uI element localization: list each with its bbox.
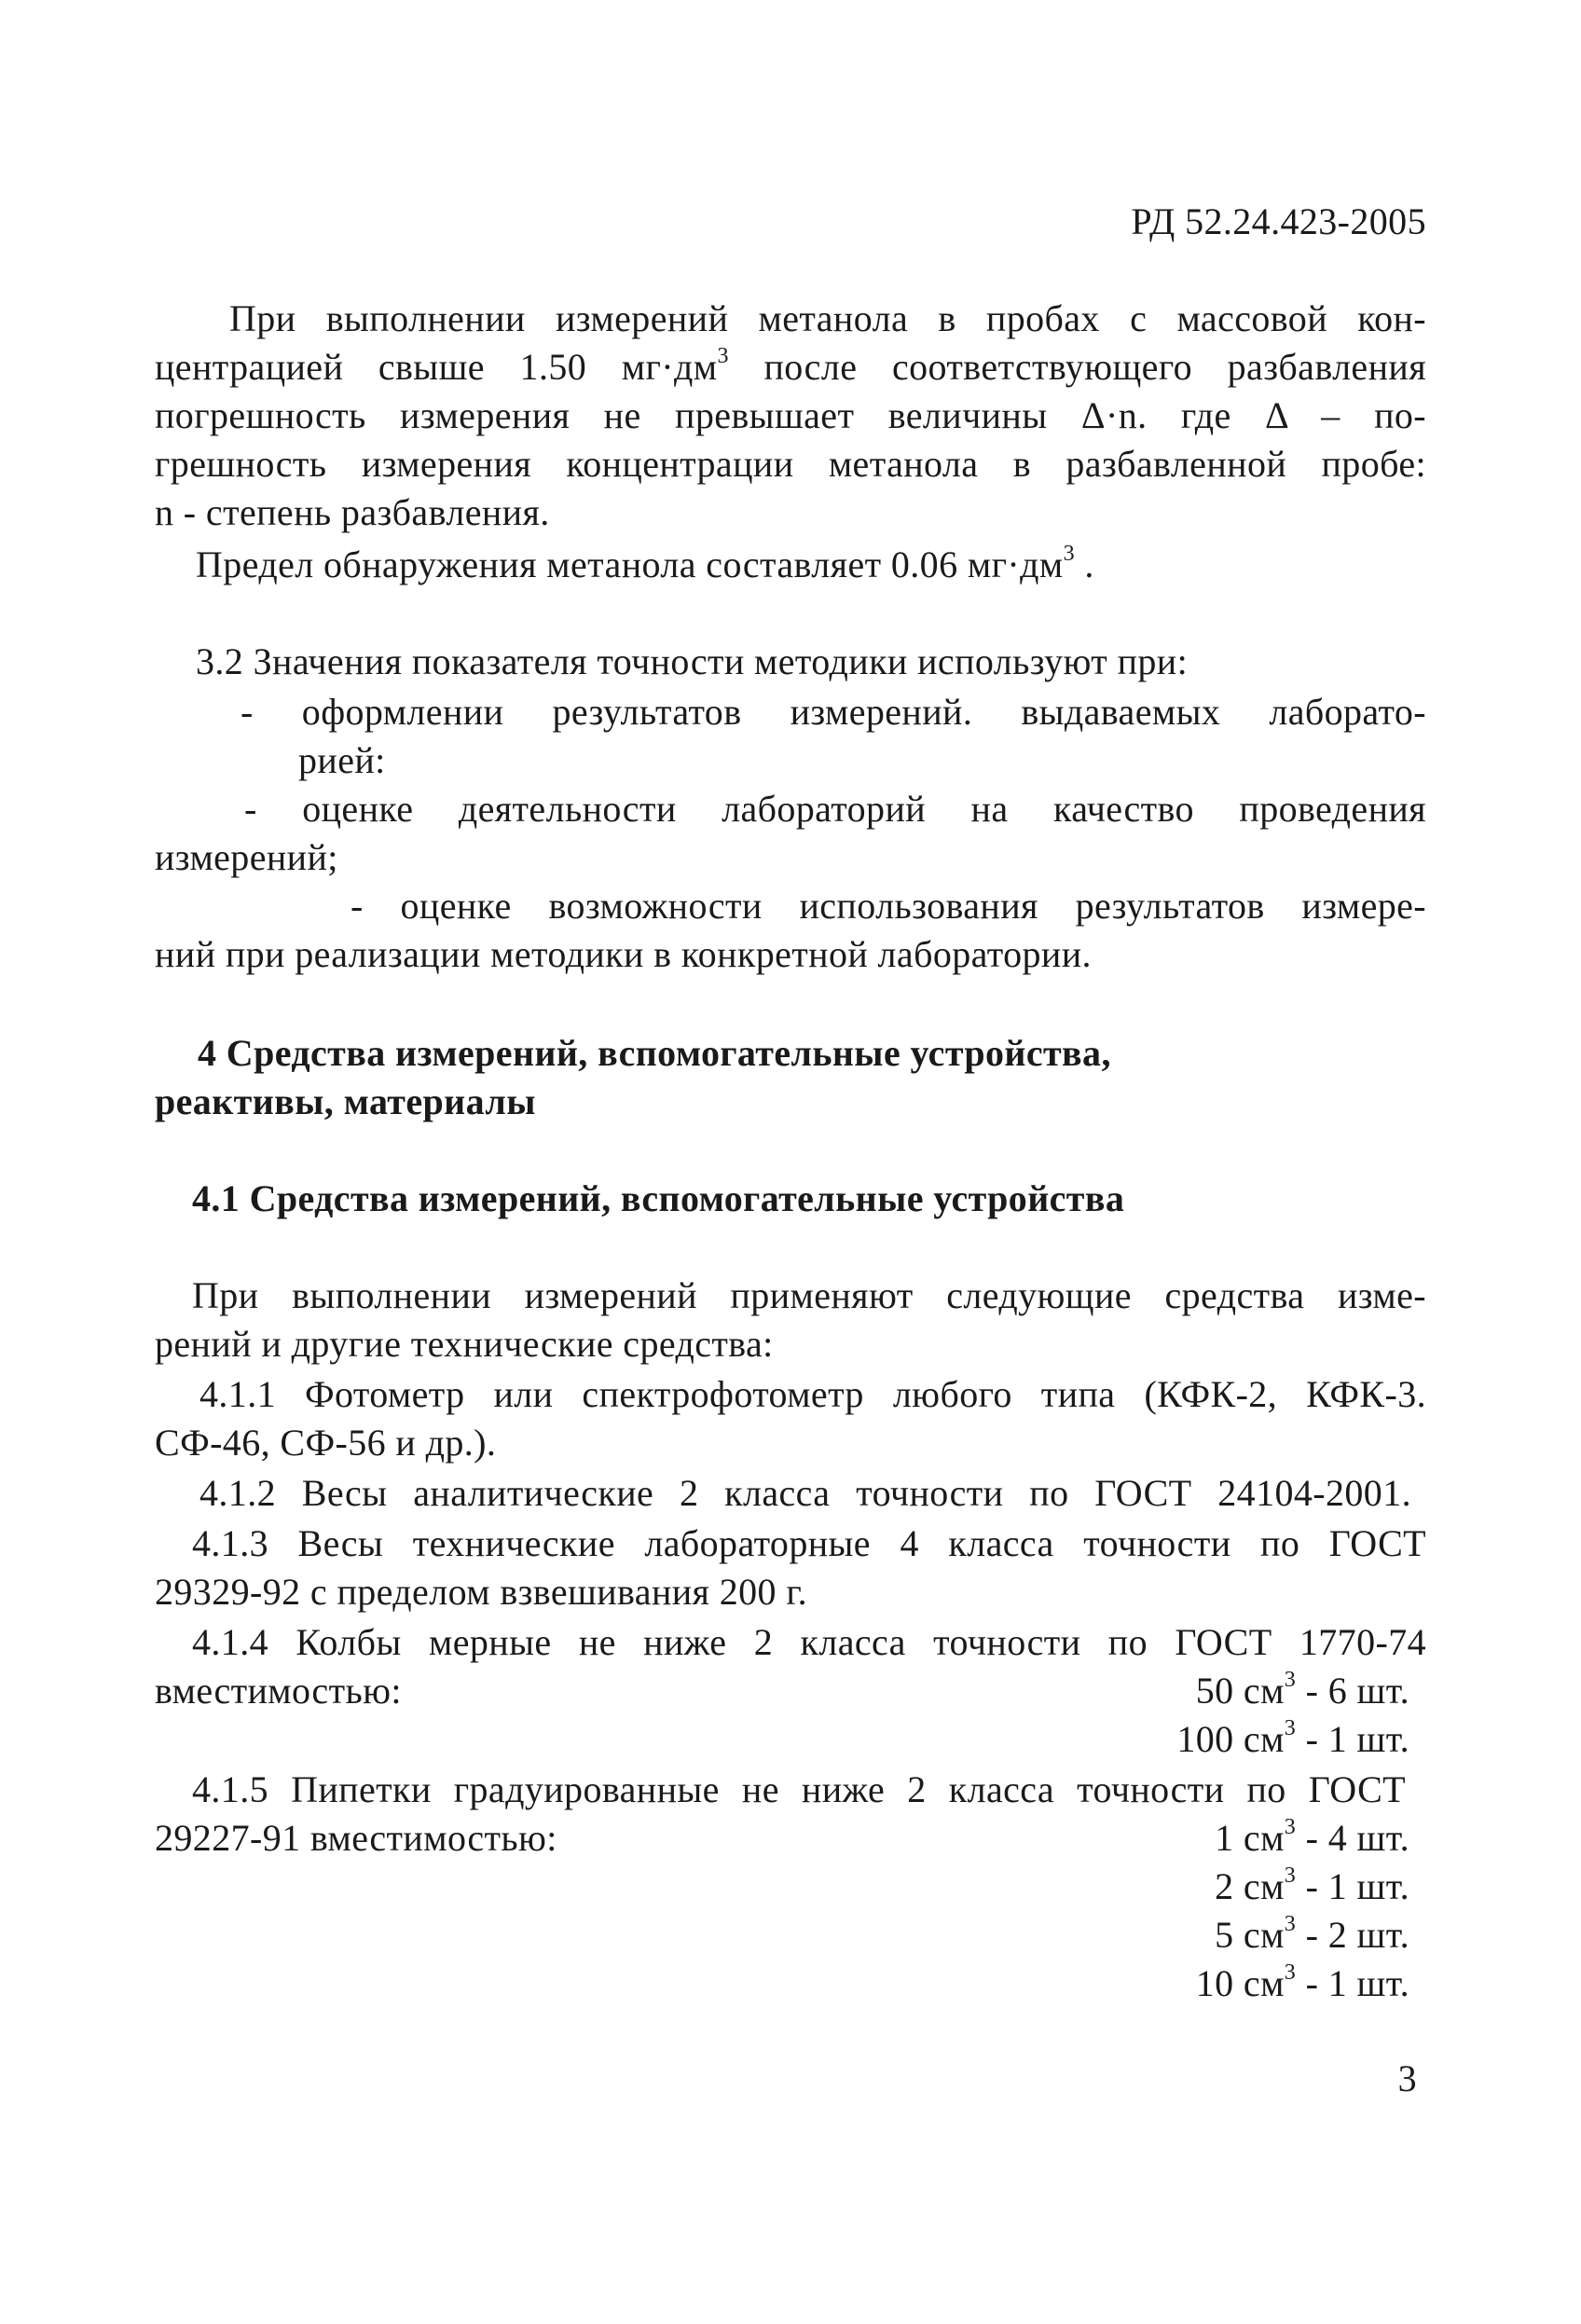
volume-entry: 1 $см^3 - 4$ шт. — [1215, 1814, 1409, 1859]
volume-entry: 2 $см^3 - 1$ шт. — [1215, 1863, 1409, 1907]
page-number: 3 — [1397, 2057, 1417, 2099]
list-item: - оформлении результатов измерений. выдаваемых лаборато- — [241, 691, 1426, 733]
paragraph-line: n - степень разбавления. — [155, 491, 550, 533]
item-4-1-4: вместимостью: — [155, 1670, 402, 1712]
section-4-heading: 4 Средства измерений, вспомогательные устройства, — [198, 1032, 1111, 1074]
item-4-1-1: 4.1.1 Фотометр или спектрофотометр любого типа (КФК-2, КФК-3. — [199, 1373, 1426, 1415]
item-4-1-1: СФ-46, СФ-56 и др.). — [155, 1422, 497, 1464]
list-item-continuation: рией: — [298, 739, 386, 781]
item-4-1-4: 4.1.4 Колбы мерные не ниже 2 класса точности по ГОСТ 1770-74 — [192, 1621, 1426, 1663]
section-4-1-heading: 4.1 Средства измерений, вспомогательные устройства — [192, 1177, 1125, 1219]
volume-entry: 10 $см^3 - 1$ шт. — [1195, 1960, 1409, 2004]
item-4-1-5: 29227-91 вместимостью: — [155, 1817, 557, 1859]
paragraph-line: центрацией свыше 1.50 $мг\cdot дм^3$ после соответствующего разбавления — [155, 343, 1426, 388]
item-4-1-5: 4.1.5 Пипетки градуированные не ниже 2 класса точности по ГОСТ — [192, 1768, 1406, 1810]
section-4-heading: реактивы, материалы — [155, 1080, 536, 1122]
section-3-2-intro: 3.2 Значения показателя точности методики используют при: — [196, 640, 1189, 682]
item-4-1-3: 4.1.3 Весы технические лабораторные 4 класса точности по ГОСТ — [192, 1522, 1426, 1564]
paragraph-line: При выполнении измерений применяют следующие средства изме- — [192, 1274, 1426, 1316]
list-item: - оценке возможности использования результатов измере- — [351, 885, 1426, 927]
document-code: РД 52.24.423-2005 — [1131, 200, 1426, 242]
paragraph-line: рений и другие технические средства: — [155, 1323, 774, 1365]
item-4-1-3: 29329-92 с пределом взвешивания 200 г. — [155, 1571, 808, 1613]
item-4-1-2: 4.1.2 Весы аналитические 2 класса точности по ГОСТ 24104-2001. — [199, 1472, 1411, 1514]
volume-entry: 100 $см^3 - 1$ шт. — [1176, 1715, 1409, 1760]
paragraph-line: При выполнении измерений метанола в пробах с массовой кон- — [229, 297, 1426, 339]
list-item-continuation: ний при реализации методики в конкретной лаборатории. — [155, 933, 1092, 975]
paragraph-line: грешность измерения концентрации метанола в разбавленной пробе: — [155, 443, 1426, 485]
detection-limit-line: Предел обнаружения метанола составляет 0.06 $мг\cdot дм^3$ . — [196, 541, 1094, 585]
list-item: - оценке деятельности лабораторий на качество проведения — [244, 788, 1426, 830]
list-item-continuation: измерений; — [155, 836, 338, 878]
paragraph-line: погрешность измерения не превышает величины Δ·n. где Δ – по- — [155, 394, 1426, 436]
volume-entry: 50 $см^3 - 6$ шт. — [1195, 1667, 1409, 1712]
volume-entry: 5 $см^3 - 2$ шт. — [1215, 1911, 1409, 1956]
